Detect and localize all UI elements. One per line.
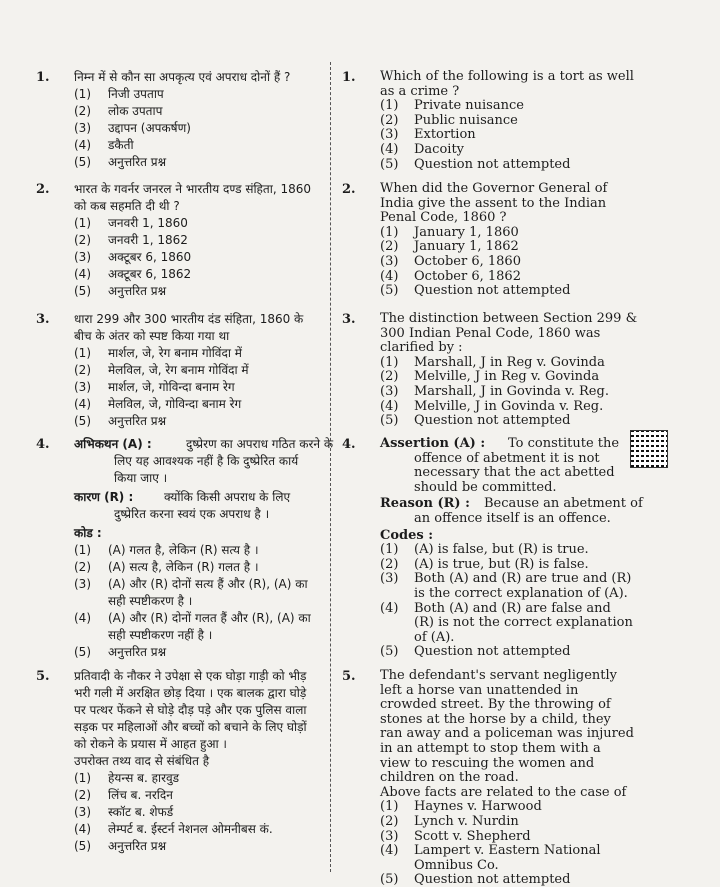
- option-number: (2): [380, 369, 399, 385]
- assertion-text: दुष्प्रेरण का अपराध गठित करने के: [186, 437, 334, 451]
- option-number: (4): [380, 600, 399, 616]
- question-text: निम्न में से कौन सा अपकृत्य एवं अपराध दोनों हैं ?: [74, 70, 291, 84]
- question-text: सड़क पर महिलाओं और बच्चों को बचाने के लिए घोड़ों: [74, 720, 307, 734]
- option: [74, 346, 242, 360]
- question-text: view to rescuing the women and: [380, 755, 595, 771]
- option: [380, 143, 464, 157]
- option-text: January 1, 1860: [414, 224, 519, 240]
- codes-label: Codes :: [380, 527, 434, 543]
- assertion-text: should be committed.: [414, 479, 557, 495]
- option: [380, 414, 570, 428]
- option-number: (2): [74, 560, 91, 574]
- option: [74, 788, 173, 802]
- option-text: October 6, 1860: [414, 254, 521, 269]
- option-text: अनुत्तरित प्रश्न: [108, 284, 167, 298]
- option: [74, 645, 166, 659]
- option: [380, 873, 570, 887]
- option-number: (5): [380, 156, 399, 172]
- option-number: (5): [74, 414, 91, 428]
- option-number: (3): [74, 380, 91, 394]
- option-number: (2): [380, 112, 399, 128]
- option-number: (4): [74, 138, 91, 152]
- assertion-text: लिए यह आवश्यक नहीं है कि दुष्प्रेरित कार्य: [114, 454, 299, 468]
- question-number: 2.: [36, 182, 50, 197]
- option-text: (A) और (R) दोनों सत्य हैं और (R), (A) का: [108, 577, 308, 591]
- option: [74, 267, 191, 281]
- option-text: निजी उपताप: [108, 87, 164, 101]
- question-number: 1.: [342, 70, 356, 85]
- option-number: (1): [74, 543, 91, 557]
- option-number: (1): [74, 346, 91, 360]
- option: [380, 844, 601, 858]
- option-text: स्कॉट ब. शेफर्ड: [108, 805, 174, 819]
- option: [380, 226, 519, 240]
- assertion-text: necessary that the act abetted: [414, 465, 615, 481]
- option: [74, 104, 162, 118]
- option-number: (5): [380, 644, 399, 660]
- reason-text: Because an abetment of: [484, 496, 643, 512]
- question-number: 2.: [342, 182, 356, 197]
- option-text: Lynch v. Nurdin: [414, 814, 519, 829]
- option-text: Marshall, J in Reg v. Govinda: [414, 354, 605, 370]
- option-number: (2): [380, 814, 399, 829]
- option-number: (3): [74, 121, 91, 135]
- question-text: उपरोक्त तथ्य वाद से संबंधित है: [74, 754, 210, 768]
- question-text: stones at the horse by a child, they: [380, 711, 611, 727]
- question-number: 3.: [342, 312, 356, 327]
- option-number: (2): [74, 233, 91, 247]
- question-text: Above facts are related to the case of: [380, 784, 627, 800]
- option-text: January 1, 1862: [414, 239, 519, 255]
- option: [74, 414, 166, 428]
- option-text: Melville, J in Reg v. Govinda: [414, 369, 600, 385]
- option: [380, 602, 611, 616]
- option: [380, 645, 570, 659]
- option-text: अनुत्तरित प्रश्न: [108, 645, 167, 659]
- question-text: The distinction between Section 299 &: [380, 311, 638, 326]
- option-text: Lampert v. Eastern National: [414, 843, 601, 859]
- option-continuation: [380, 616, 633, 630]
- option-text: of (A).: [414, 629, 455, 645]
- reason-text: दुष्प्रेरित करना स्वयं एक अपराध है ।: [114, 507, 270, 521]
- option: [380, 158, 570, 172]
- option-text: अनुत्तरित प्रश्न: [108, 155, 167, 169]
- option-number: (4): [380, 843, 399, 859]
- option-continuation: [74, 594, 192, 608]
- option: [380, 270, 521, 284]
- option-number: (3): [380, 384, 399, 399]
- option: [380, 240, 519, 254]
- question-text: crowded street. By the throwing of: [380, 697, 611, 713]
- option-text: उद्दापन (अपकर्षण): [108, 121, 191, 135]
- option: [380, 99, 524, 113]
- question-text: भारत के गवर्नर जनरल ने भारतीय दण्ड संहिता, 1860: [74, 182, 312, 196]
- assertion-label: अभिकथन (A) :: [74, 437, 152, 451]
- option: [380, 558, 589, 572]
- question-text: धारा 299 और 300 भारतीय दंड संहिता, 1860 के: [74, 312, 304, 326]
- question-number: 5.: [36, 669, 50, 684]
- option: [74, 250, 191, 264]
- option-text: Marshall, J in Govinda v. Reg.: [414, 384, 609, 399]
- option-text: अनुत्तरित प्रश्न: [108, 839, 167, 853]
- option-number: (3): [74, 577, 91, 591]
- option-text: (A) is false, but (R) is true.: [414, 542, 589, 558]
- assertion-text: To constitute the: [508, 436, 620, 451]
- reason-label: कारण (R) :: [74, 490, 134, 504]
- option-text: Dacoity: [414, 142, 465, 157]
- option-text: अनुत्तरित प्रश्न: [108, 414, 167, 428]
- option: [74, 397, 241, 411]
- option-text: मार्शल, जे, गोविन्दा बनाम रेग: [108, 380, 235, 394]
- option-text: Question not attempted: [414, 283, 571, 299]
- option-number: (5): [74, 155, 91, 169]
- option-number: (2): [74, 104, 91, 118]
- option-number: (1): [380, 799, 399, 815]
- question-text: India give the assent to the Indian: [380, 195, 607, 211]
- question-text: 300 Indian Penal Code, 1860 was: [380, 325, 601, 341]
- option-text: अक्टूबर 6, 1860: [108, 250, 192, 264]
- option-number: (4): [74, 611, 91, 625]
- question-text: Which of the following is a tort as well: [380, 69, 634, 84]
- option-number: (4): [74, 267, 91, 281]
- question-text: को कब सहमति दी थी ?: [74, 199, 180, 213]
- option: [74, 577, 308, 591]
- option: [380, 128, 476, 142]
- option-text: Question not attempted: [414, 644, 571, 660]
- question-text: When did the Governor General of: [380, 181, 608, 196]
- question-number: 4.: [342, 437, 356, 452]
- option-text: (A) is true, but (R) is false.: [414, 556, 589, 572]
- option-number: (2): [74, 788, 91, 802]
- assertion-text: किया जाए ।: [114, 471, 168, 485]
- option-number: (2): [380, 239, 399, 255]
- option-number: (1): [74, 216, 91, 230]
- option-text: Question not attempted: [414, 872, 571, 887]
- option-number: (4): [380, 398, 399, 414]
- option-continuation: [380, 587, 628, 601]
- option: [74, 805, 173, 819]
- option-continuation: [380, 631, 454, 645]
- option-number: (1): [380, 224, 399, 240]
- option-text: जनवरी 1, 1862: [108, 233, 188, 247]
- option-number: (4): [74, 397, 91, 411]
- option-text: October 6, 1862: [414, 268, 521, 284]
- option: [74, 138, 134, 152]
- option-number: (3): [380, 254, 399, 269]
- option: [380, 543, 589, 557]
- option: [380, 370, 599, 384]
- option-continuation: [74, 628, 212, 642]
- option-number: (5): [380, 872, 399, 887]
- option: [74, 121, 191, 135]
- option-text: Both (A) and (R) are true and (R): [414, 571, 632, 587]
- option: [74, 839, 166, 853]
- option-text: Melville, J in Govinda v. Reg.: [414, 398, 604, 414]
- option-number: (5): [380, 283, 399, 299]
- option-text: Public nuisance: [414, 112, 518, 128]
- question-number: 4.: [36, 437, 50, 452]
- qr-code-image: [630, 430, 668, 468]
- option: [74, 543, 259, 557]
- option: [74, 611, 311, 625]
- option-text: Question not attempted: [414, 156, 571, 172]
- option-number: (2): [380, 556, 399, 572]
- question-number: 3.: [36, 312, 50, 327]
- option-text: Private nuisance: [414, 98, 524, 114]
- option-continuation: [380, 859, 499, 873]
- option: [380, 356, 605, 370]
- option-text: लेम्पर्ट ब. ईस्टर्न नेशनल ओमनीबस कं.: [108, 822, 273, 836]
- option-text: सही स्पष्टीकरण नहीं है ।: [108, 628, 213, 642]
- question-number: 5.: [342, 669, 356, 684]
- option-text: Question not attempted: [414, 413, 571, 429]
- option-text: is the correct explanation of (A).: [414, 586, 628, 601]
- option-number: (3): [74, 805, 91, 819]
- question-text: in an attempt to stop them with a: [380, 741, 601, 756]
- assertion-label: Assertion (A) :: [380, 436, 486, 451]
- option-text: मेलविल, जे, गोविन्दा बनाम रेग: [108, 397, 242, 411]
- option-number: (1): [380, 542, 399, 558]
- option-text: Scott v. Shepherd: [414, 828, 531, 844]
- option: [380, 572, 631, 586]
- question-text: ran away and a policeman was injured: [380, 726, 634, 742]
- option-number: (4): [380, 268, 399, 284]
- question-text: प्रतिवादी के नौकर ने उपेक्षा से एक घोड़ा गाड़ी को भीड़: [74, 669, 307, 683]
- option-text: सही स्पष्टीकरण है ।: [108, 594, 193, 608]
- option-number: (5): [380, 413, 399, 429]
- option: [74, 363, 249, 377]
- option: [74, 87, 164, 101]
- option: [74, 380, 235, 394]
- option-text: Extortion: [414, 127, 476, 143]
- option-number: (5): [74, 839, 91, 853]
- option: [380, 830, 531, 844]
- option-number: (1): [74, 87, 91, 101]
- option: [380, 284, 570, 298]
- option-text: Haynes v. Harwood: [414, 799, 542, 815]
- option: [74, 284, 166, 298]
- option: [380, 815, 519, 829]
- reason-text: क्योंकि किसी अपराध के लिए: [164, 490, 291, 504]
- option: [74, 216, 188, 230]
- option: [380, 114, 518, 128]
- option: [380, 400, 603, 414]
- question-text: The defendant's servant negligently: [380, 668, 618, 683]
- option-number: (5): [74, 284, 91, 298]
- option-number: (4): [380, 142, 399, 157]
- reason-label: Reason (R) :: [380, 496, 470, 512]
- option-number: (1): [74, 771, 91, 785]
- option-text: मार्शल, जे, रेग बनाम गोविंदा में: [108, 346, 242, 360]
- option-text: लोक उपताप: [108, 104, 163, 118]
- option-text: जनवरी 1, 1860: [108, 216, 188, 230]
- question-text: left a horse van unattended in: [380, 682, 579, 698]
- option-text: Both (A) and (R) are false and: [414, 600, 611, 616]
- option-text: (A) और (R) दोनों गलत हैं और (R), (A) का: [108, 611, 311, 625]
- option-number: (3): [380, 127, 399, 143]
- option: [74, 822, 273, 836]
- option: [74, 771, 179, 785]
- option-text: (A) सत्य है, लेकिन (R) गलत है ।: [108, 560, 259, 574]
- question-text: बीच के अंतर को स्पष्ट किया गया था: [74, 329, 230, 343]
- question-text: children on the road.: [380, 770, 519, 786]
- question-number: 1.: [36, 70, 50, 85]
- question-text: पर पत्थर फेंकने से घोड़े दौड़ पड़े और एक पुलिस वाला: [74, 703, 307, 717]
- option-number: (3): [74, 250, 91, 264]
- assertion-text: offence of abetment it is not: [414, 450, 600, 466]
- option: [380, 800, 542, 814]
- option-text: अक्टूबर 6, 1862: [108, 267, 192, 281]
- option-number: (5): [74, 645, 91, 659]
- option: [380, 255, 521, 269]
- option-text: मेलविल, जे, रेग बनाम गोविंदा में: [108, 363, 249, 377]
- codes-label: कोड :: [74, 526, 102, 540]
- option-text: डकैती: [108, 138, 134, 152]
- option-number: (1): [380, 354, 399, 370]
- question-text: भरी गली में अरक्षित छोड़ दिया । एक बालक द्वारा घोड़े: [74, 686, 307, 700]
- option-text: हेयन्स ब. हारवुड: [108, 771, 180, 785]
- question-text: as a crime ?: [380, 83, 460, 99]
- question-text: Penal Code, 1860 ?: [380, 210, 507, 226]
- option-text: (R) is not the correct explanation: [414, 615, 633, 631]
- option-number: (4): [74, 822, 91, 836]
- question-text: को रोकने के प्रयास में आहत हुआ ।: [74, 737, 227, 751]
- option-number: (3): [380, 571, 399, 587]
- option: [74, 155, 166, 169]
- option: [74, 233, 188, 247]
- option: [74, 560, 259, 574]
- question-text: clarified by :: [380, 340, 463, 356]
- option-text: लिंच ब. नरदिन: [108, 788, 173, 802]
- option-text: Omnibus Co.: [414, 857, 499, 873]
- reason-text: an offence itself is an offence.: [414, 511, 611, 526]
- option-number: (3): [380, 828, 399, 844]
- option-text: (A) गलत है, लेकिन (R) सत्य है ।: [108, 543, 259, 557]
- option: [380, 385, 609, 399]
- option-number: (2): [74, 363, 91, 377]
- option-number: (1): [380, 98, 399, 114]
- column-divider: [330, 62, 331, 872]
